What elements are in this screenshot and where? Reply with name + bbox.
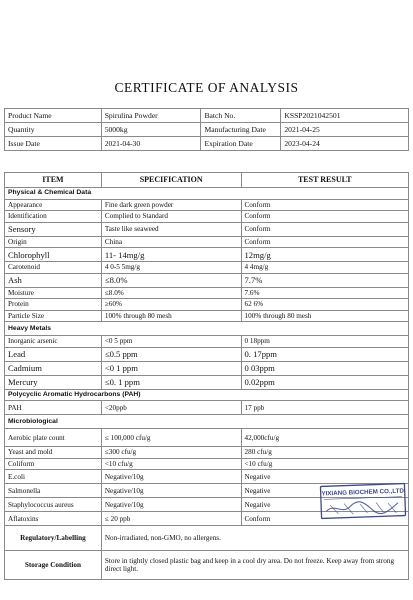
quantity-label: Quantity	[5, 123, 102, 137]
table-row	[5, 287, 409, 299]
result-cell: Conform	[241, 236, 409, 248]
spec-cell: ≥60%	[101, 299, 241, 311]
table-row	[5, 347, 409, 361]
result-cell: 7.6%	[241, 287, 409, 299]
spec-cell: ≤0.5 ppm	[101, 347, 241, 361]
item-cell: E.coli	[5, 470, 102, 484]
header-row	[5, 137, 409, 151]
spec-cell: Negative/10g	[101, 498, 241, 512]
table-row	[5, 248, 409, 262]
stamp-text: YIXIANG BIOCHEM CO.,LTD	[321, 487, 404, 498]
col-spec-header: SPECIFICATION	[101, 173, 241, 188]
quantity-value: 5000kg	[101, 123, 201, 137]
spec-cell: Negative/10g	[101, 470, 241, 484]
spec-cell: ≤ 20 ppb	[101, 512, 241, 526]
result-cell: 0 18ppm	[241, 336, 409, 348]
storage-label: Storage Condition	[5, 551, 102, 580]
storage-row	[5, 551, 409, 580]
item-cell: Mercury	[5, 375, 102, 389]
regulatory-label: Regulatory/Labelling	[5, 526, 102, 551]
result-cell: 0. 17ppm	[241, 347, 409, 361]
mfg-date-value: 2021-04-25	[281, 123, 409, 137]
item-cell: Inorganic arsenic	[5, 336, 102, 348]
item-cell: Carotenoid	[5, 262, 102, 274]
result-cell: 280 cfu/g	[241, 447, 409, 459]
batch-value: KSSP2021042501	[281, 109, 409, 123]
header-row	[5, 123, 409, 137]
spec-cell: ≤ 100,000 cfu/g	[101, 429, 241, 447]
result-cell: 42,000cfu/g	[241, 429, 409, 447]
header-info-table	[4, 108, 409, 151]
regulatory-row	[5, 526, 409, 551]
section-microbiological: Microbiological	[5, 415, 409, 429]
table-row	[5, 447, 409, 459]
table-row	[5, 310, 409, 322]
result-cell: 100% through 80 mesh	[241, 310, 409, 322]
spec-cell: <20ppb	[101, 401, 241, 415]
item-cell: Appearance	[5, 199, 102, 211]
table-row	[5, 470, 409, 484]
section-row	[5, 322, 409, 336]
col-item-header: ITEM	[5, 173, 102, 188]
spec-cell: Complied to Standard	[101, 211, 241, 223]
item-cell: Yeast and mold	[5, 447, 102, 459]
col-result-header: TEST RESULT	[241, 173, 409, 188]
specification-table	[4, 172, 409, 580]
spec-cell: ≤8.0%	[101, 273, 241, 287]
section-row	[5, 415, 409, 429]
spec-cell: 4 0-5 5mg/g	[101, 262, 241, 274]
table-row	[5, 211, 409, 223]
spec-cell: 11- 14mg/g	[101, 248, 241, 262]
issue-date-value: 2021-04-30	[101, 137, 201, 151]
mfg-date-label: Manufacturing Date	[201, 123, 281, 137]
table-row	[5, 273, 409, 287]
regulatory-value: Non-irradiated, non-GMO, no allergens.	[101, 526, 408, 551]
table-row	[5, 336, 409, 348]
table-row	[5, 401, 409, 415]
item-cell: Staphylococcus aureus	[5, 498, 102, 512]
table-row	[5, 299, 409, 311]
document-title: CERTIFICATE OF ANALYSIS	[114, 80, 299, 95]
item-cell: Sensory	[5, 222, 102, 236]
product-name-value: Spirulina Powder	[101, 109, 201, 123]
section-heavy-metals: Heavy Metals	[5, 322, 409, 336]
table-row	[5, 222, 409, 236]
spec-cell: Taste like seaweed	[101, 222, 241, 236]
result-cell: 0 03ppm	[241, 361, 409, 375]
spec-cell: ≤300 cfu/g	[101, 447, 241, 459]
table-row	[5, 262, 409, 274]
table-row	[5, 236, 409, 248]
spec-cell: <0 5 ppm	[101, 336, 241, 348]
result-cell: Conform	[241, 512, 409, 526]
result-cell: Conform	[241, 222, 409, 236]
item-cell: Particle Size	[5, 310, 102, 322]
result-cell: 0.02ppm	[241, 375, 409, 389]
header-row	[5, 109, 409, 123]
result-cell: 17 ppb	[241, 401, 409, 415]
product-name-label: Product Name	[5, 109, 102, 123]
result-cell: 4 4mg/g	[241, 262, 409, 274]
table-row	[5, 199, 409, 211]
item-cell: Aflatoxins	[5, 512, 102, 526]
item-cell: Coliform	[5, 458, 102, 470]
result-cell: Conform	[241, 211, 409, 223]
item-cell: Ash	[5, 273, 102, 287]
spec-cell: 100% through 80 mesh	[101, 310, 241, 322]
exp-date-value: 2023-04-24	[281, 137, 409, 151]
item-cell: Cadmium	[5, 361, 102, 375]
item-cell: Aerobic plate count	[5, 429, 102, 447]
result-cell: Negative	[241, 498, 409, 512]
result-cell: 7.7%	[241, 273, 409, 287]
result-cell: <10 cfu/g	[241, 458, 409, 470]
table-row	[5, 361, 409, 375]
exp-date-label: Expiration Date	[201, 137, 281, 151]
storage-value: Store in tightly closed plastic bag and keep in a cool dry area. Do not freeze. Keep away from strong direct light.	[101, 551, 408, 580]
result-cell: Negative	[241, 470, 409, 484]
section-row	[5, 188, 409, 200]
batch-label: Batch No.	[201, 109, 281, 123]
section-row	[5, 389, 409, 401]
item-cell: Chlorophyll	[5, 248, 102, 262]
spec-cell: China	[101, 236, 241, 248]
table-row	[5, 429, 409, 447]
result-cell: Negative	[241, 484, 409, 498]
section-pah: Polycyclic Aromatic Hydrocarbons (PAH)	[5, 389, 409, 401]
spec-cell: <10 cfu/g	[101, 458, 241, 470]
item-cell: Origin	[5, 236, 102, 248]
spec-cell: <0 1 ppm	[101, 361, 241, 375]
item-cell: Protein	[5, 299, 102, 311]
item-cell: Identification	[5, 211, 102, 223]
item-cell: Moisture	[5, 287, 102, 299]
result-cell: Conform	[241, 199, 409, 211]
result-cell: 62 6%	[241, 299, 409, 311]
spec-cell: Negative/10g	[101, 484, 241, 498]
spec-cell: ≤0. 1 ppm	[101, 375, 241, 389]
table-row	[5, 458, 409, 470]
column-header-row	[5, 173, 409, 188]
section-physical: Physical & Chemical Data	[5, 188, 409, 200]
item-cell: Salmonella	[5, 484, 102, 498]
result-cell: 12mg/g	[241, 248, 409, 262]
item-cell: Lead	[5, 347, 102, 361]
table-row	[5, 375, 409, 389]
company-stamp	[319, 483, 406, 520]
spec-cell: Fine dark green powder	[101, 199, 241, 211]
issue-date-label: Issue Date	[5, 137, 102, 151]
spec-cell: ≤8.0%	[101, 287, 241, 299]
item-cell: PAH	[5, 401, 102, 415]
